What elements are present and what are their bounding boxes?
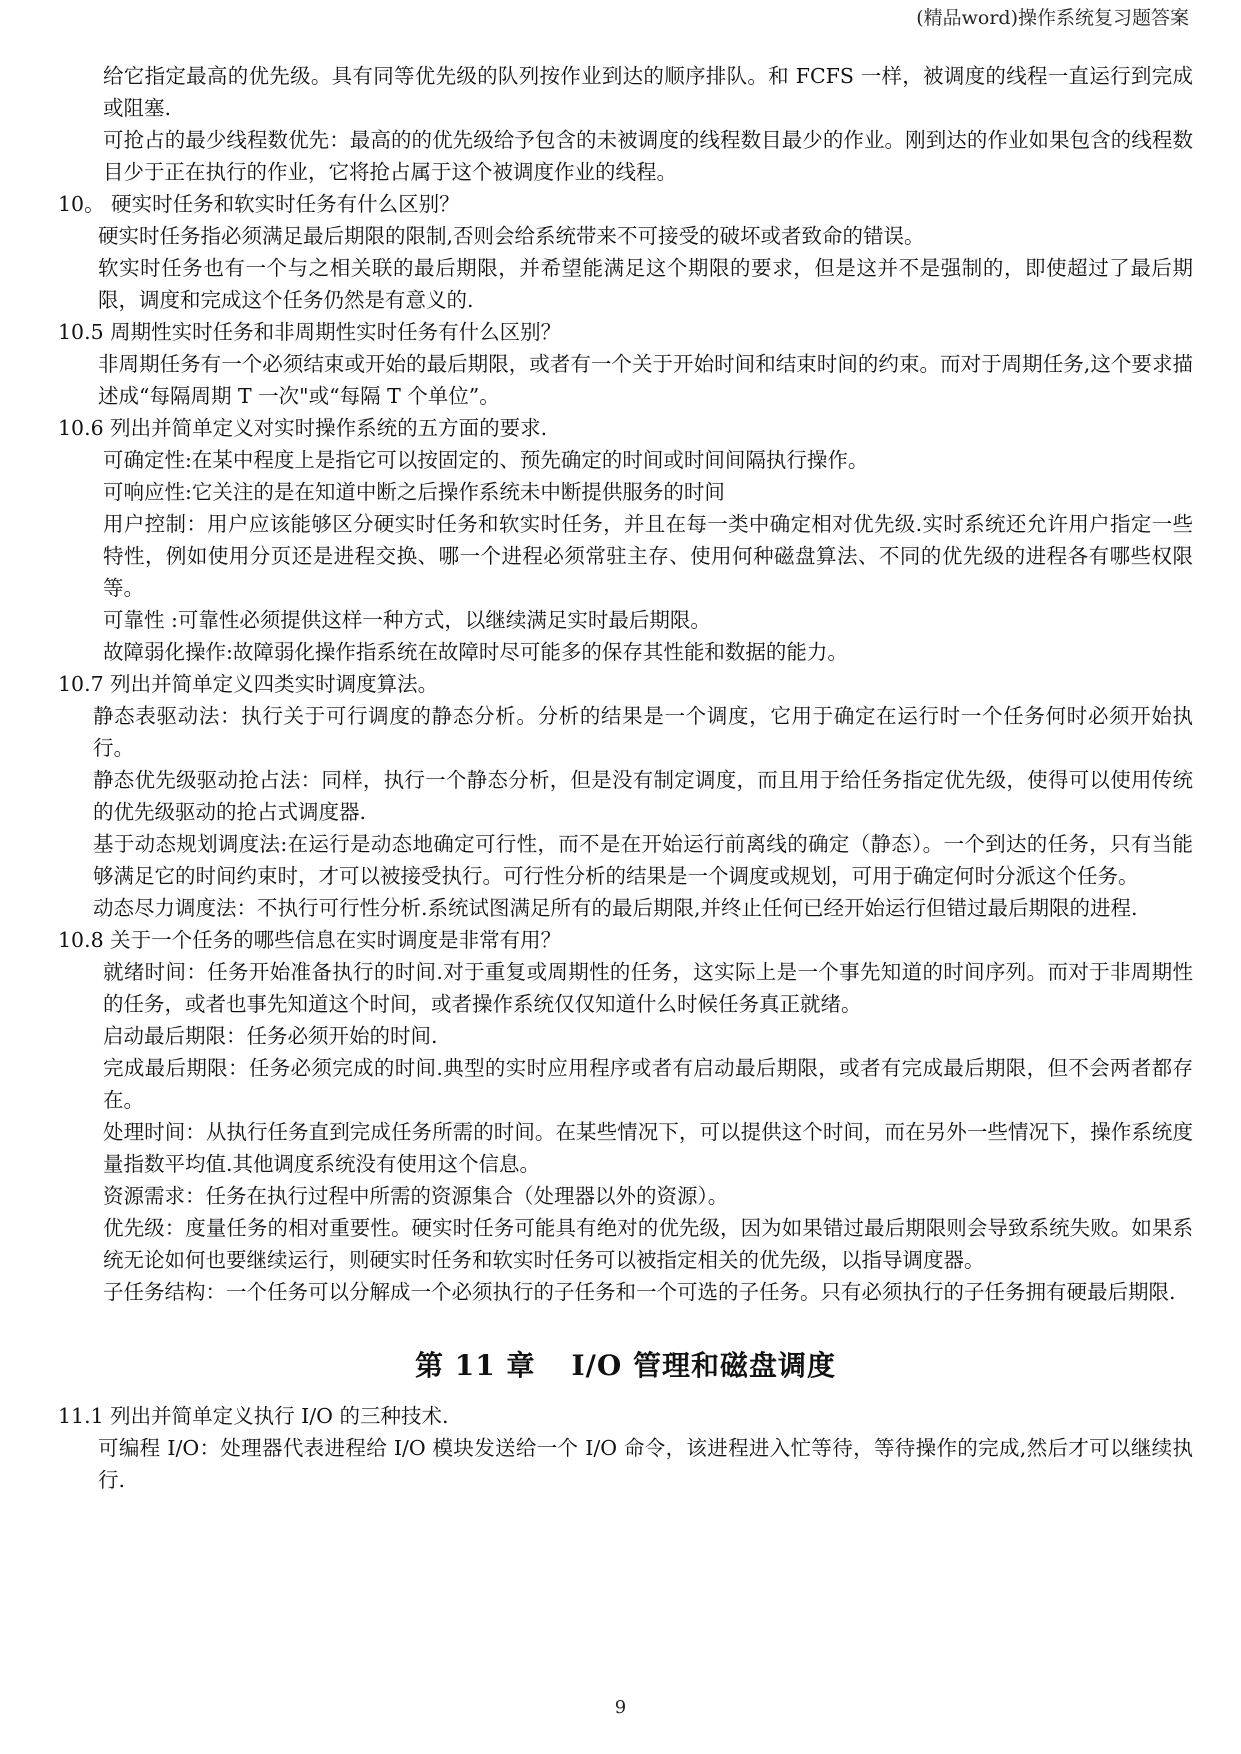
answer-paragraph: 非周期任务有一个必须结束或开始的最后期限，或者有一个关于开始时间和结束时间的约束。而对于周期任务,这个要求描述成“每隔周期 T 一次"或“每隔 T 个单位”。 xyxy=(98,352,1193,408)
answer-paragraph: 子任务结构：一个任务可以分解成一个必须执行的子任务和一个可选的子任务。只有必须执行的子任务拥有硬最后期限. xyxy=(103,1280,1176,1304)
answer-paragraph: 故障弱化操作:故障弱化操作指系统在故障时尽可能多的保存其性能和数据的能力。 xyxy=(103,640,848,664)
chapter-number: 第 11 章 xyxy=(415,1349,536,1382)
question-heading: 10。 硬实时任务和软实时任务有什么区别？ xyxy=(58,192,460,216)
section-realtime-scheduling xyxy=(58,60,1193,1308)
answer-paragraph: 处理时间：从执行任务直到完成任务所需的时间。在某些情况下，可以提供这个时间，而在另外一些情况下，操作系统度量指数平均值.其他调度系统没有使用这个信息。 xyxy=(103,1120,1193,1176)
section-io-management xyxy=(58,1400,1193,1496)
answer-paragraph: 可靠性 :可靠性必须提供这样一种方式，以继续满足实时最后期限。 xyxy=(103,608,711,632)
answer-block xyxy=(58,700,1193,924)
answer-paragraph: 可响应性:它关注的是在知道中断之后操作系统未中断提供服务的时间 xyxy=(103,480,725,504)
answer-paragraph: 硬实时任务指必须满足最后期限的限制,否则会给系统带来不可接受的破坏或者致命的错误。 xyxy=(98,224,925,248)
answer-paragraph: 给它指定最高的优先级。具有同等优先级的队列按作业到达的顺序排队。和 FCFS 一样，被调度的线程一直运行到完成或阻塞. xyxy=(103,64,1193,120)
answer-paragraph: 基于动态规划调度法:在运行是动态地确定可行性，而不是在开始运行前离线的确定（静态）。一个到达的任务，只有当能够满足它的时间约束时，才可以被接受执行。可行性分析的结果是一个调度或规划，可用于确定何时分派这个任务。 xyxy=(93,832,1193,888)
answer-paragraph: 静态优先级驱动抢占法：同样，执行一个静态分析，但是没有制定调度，而且用于给任务指定优先级，使得可以使用传统的优先级驱动的抢占式调度器. xyxy=(93,768,1193,824)
answer-block xyxy=(58,444,1193,668)
page-number: 9 xyxy=(614,1697,627,1718)
answer-block xyxy=(58,60,1193,188)
answer-paragraph: 可确定性:在某中程度上是指它可以按固定的、预先确定的时间或时间间隔执行操作。 xyxy=(103,448,869,472)
document-header: (精品word)操作系统复习题答案 xyxy=(916,7,1189,29)
chapter-title: I/O 管理和磁盘调度 xyxy=(571,1349,836,1382)
answer-paragraph: 软实时任务也有一个与之相关联的最后期限，并希望能满足这个期限的要求，但是这并不是强制的，即使超过了最后期限，调度和完成这个任务仍然是有意义的. xyxy=(98,256,1193,312)
answer-paragraph: 静态表驱动法：执行关于可行调度的静态分析。分析的结果是一个调度，它用于确定在运行时一个任务何时必须开始执行。 xyxy=(93,704,1193,760)
answer-block xyxy=(58,348,1193,412)
answer-paragraph: 可编程 I/O：处理器代表进程给 I/O 模块发送给一个 I/O 命令，该进程进入忙等待，等待操作的完成,然后才可以继续执行. xyxy=(98,1436,1193,1492)
question-heading: 10.6 列出并简单定义对实时操作系统的五方面的要求. xyxy=(58,416,548,440)
answer-paragraph: 完成最后期限：任务必须完成的时间.典型的实时应用程序或者有启动最后期限，或者有完成最后期限，但不会两者都存在。 xyxy=(103,1056,1193,1112)
question-heading: 10.7 列出并简单定义四类实时调度算法。 xyxy=(58,672,439,696)
answer-paragraph: 动态尽力调度法：不执行可行性分析.系统试图满足所有的最后期限,并终止任何已经开始运行但错过最后期限的进程. xyxy=(93,896,1138,920)
question-heading: 10.5 周期性实时任务和非周期性实时任务有什么区别？ xyxy=(58,320,562,344)
answer-block xyxy=(58,956,1193,1308)
answer-paragraph: 可抢占的最少线程数优先：最高的的优先级给予包含的未被调度的线程数目最少的作业。刚到达的作业如果包含的线程数目少于正在执行的作业，它将抢占属于这个被调度作业的线程。 xyxy=(103,128,1193,184)
answer-paragraph: 就绪时间：任务开始准备执行的时间.对于重复或周期性的任务，这实际上是一个事先知道的时间序列。而对于非周期性的任务，或者也事先知道这个时间，或者操作系统仅仅知道什么时候任务真正就绪。 xyxy=(103,960,1193,1016)
answer-paragraph: 用户控制：用户应该能够区分硬实时任务和软实时任务，并且在每一类中确定相对优先级.实时系统还允许用户指定一些特性，例如使用分页还是进程交换、哪一个进程必须常驻主存、使用何种磁盘算法、不同的优先级的进程各有哪些权限等。 xyxy=(103,512,1193,600)
answer-paragraph: 优先级：度量任务的相对重要性。硬实时任务可能具有绝对的优先级，因为如果错过最后期限则会导致系统失败。如果系统无论如何也要继续运行，则硬实时任务和软实时任务可以被指定相关的优先级，以指导调度器。 xyxy=(103,1216,1193,1272)
answer-paragraph: 资源需求：任务在执行过程中所需的资源集合（处理器以外的资源）。 xyxy=(103,1184,729,1208)
answer-paragraph: 启动最后期限：任务必须开始的时间. xyxy=(103,1024,438,1048)
answer-block xyxy=(58,220,1193,316)
question-heading: 10.8 关于一个任务的哪些信息在实时调度是非常有用？ xyxy=(58,928,562,952)
chapter-heading xyxy=(58,1346,1193,1386)
answer-block xyxy=(58,1432,1193,1496)
question-heading: 11.1 列出并简单定义执行 I/O 的三种技术. xyxy=(58,1404,449,1428)
document-body xyxy=(58,60,1193,1496)
